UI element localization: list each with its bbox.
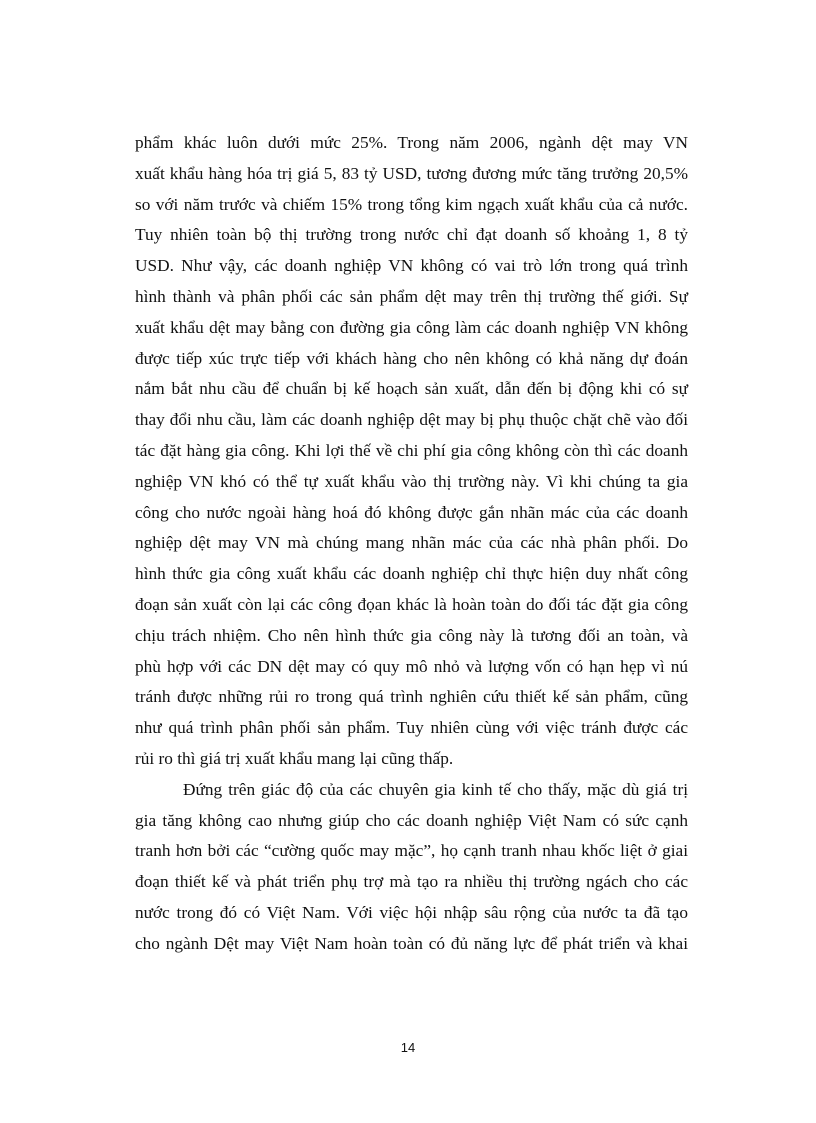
text-line: xuất khẩu dệt may bằng con đường gia công làm các doanh nghiệp VN không (135, 317, 688, 337)
text-line: Tuy nhiên toàn bộ thị trường trong nước chỉ đạt doanh số khoảng 1, 8 tỷ (135, 225, 688, 245)
text-line: xuất khẩu hàng hóa trị giá 5, 83 tỷ USD, tương đương mức tăng trưởng 20,5% (135, 163, 688, 183)
text-line: gia tăng không cao nhưng giúp cho các doanh nghiệp Việt Nam có sức cạnh (135, 810, 688, 830)
text-line: nghiệp VN khó có thể tự xuất khẩu vào thị trường này. Vì khi chúng ta gia (135, 471, 688, 491)
text-line: nghiệp dệt may VN mà chúng mang nhãn mác của các nhà phân phối. Do (135, 533, 688, 553)
text-line: tranh hơn bởi các “cường quốc may mặc”, họ cạnh tranh nhau khốc liệt ở giai (135, 841, 688, 861)
text-line: Đứng trên giác độ của các chuyên gia kinh tế cho thấy, mặc dù giá trị (183, 779, 688, 799)
text-line: đoạn thiết kế và phát triển phụ trợ mà tạo ra nhiều thị trường ngách cho các (135, 872, 688, 892)
text-line: tránh được những rủi ro trong quá trình nghiên cứu thiết kế sản phẩm, cũng (135, 687, 688, 707)
text-line: đoạn sản xuất còn lại các công đọan khác là hoàn toàn do đối tác đặt gia công (135, 594, 688, 614)
text-line: nắm bắt nhu cầu để chuẩn bị kế hoạch sản xuất, dẫn đến bị động khi có sự (135, 379, 688, 399)
text-line: hình thức gia công xuất khẩu các doanh nghiệp chỉ thực hiện duy nhất công (135, 564, 688, 584)
text-line: như quá trình phân phối sản phẩm. Tuy nhiên cùng với việc tránh được các (135, 718, 688, 738)
text-line: phù hợp với các DN dệt may có quy mô nhỏ và lượng vốn có hạn hẹp vì nú (135, 656, 688, 676)
text-line: rủi ro thì giá trị xuất khẩu mang lại cũng thấp. (135, 748, 454, 768)
text-line: USD. Như vậy, các doanh nghiệp VN không có vai trò lớn trong quá trình (135, 256, 688, 276)
text-line: tác đặt hàng gia công. Khi lợi thế về chi phí gia công không còn thì các doanh (135, 440, 688, 460)
body-text (135, 128, 688, 960)
text-line: nước trong đó có Việt Nam. Với việc hội nhập sâu rộng của nước ta đã tạo (135, 902, 688, 922)
text-line: phẩm khác luôn dưới mức 25%. Trong năm 2006, ngành dệt may VN (135, 133, 688, 152)
text-line: cho ngành Dệt may Việt Nam hoàn toàn có đủ năng lực để phát triển và khai (135, 933, 688, 953)
text-line: hình thành và phân phối các sản phẩm dệt may trên thị trường thế giới. Sự (135, 286, 688, 306)
page-number: 14 (400, 1040, 416, 1055)
text-line: được tiếp xúc trực tiếp với khách hàng cho nên không có khả năng dự đoán (135, 348, 688, 368)
text-line: công cho nước ngoài hàng hoá đó không được gắn nhãn mác của các doanh (135, 502, 688, 522)
text-line: thay đổi nhu cầu, làm các doanh nghiệp dệt may bị phụ thuộc chặt chẽ vào đối (135, 410, 688, 430)
text-line: so với năm trước và chiếm 15% trong tổng kim ngạch xuất khẩu của cả nước. (135, 194, 688, 214)
text-line: chịu trách nhiệm. Cho nên hình thức gia công này là tương đối an toàn, và (135, 625, 688, 645)
